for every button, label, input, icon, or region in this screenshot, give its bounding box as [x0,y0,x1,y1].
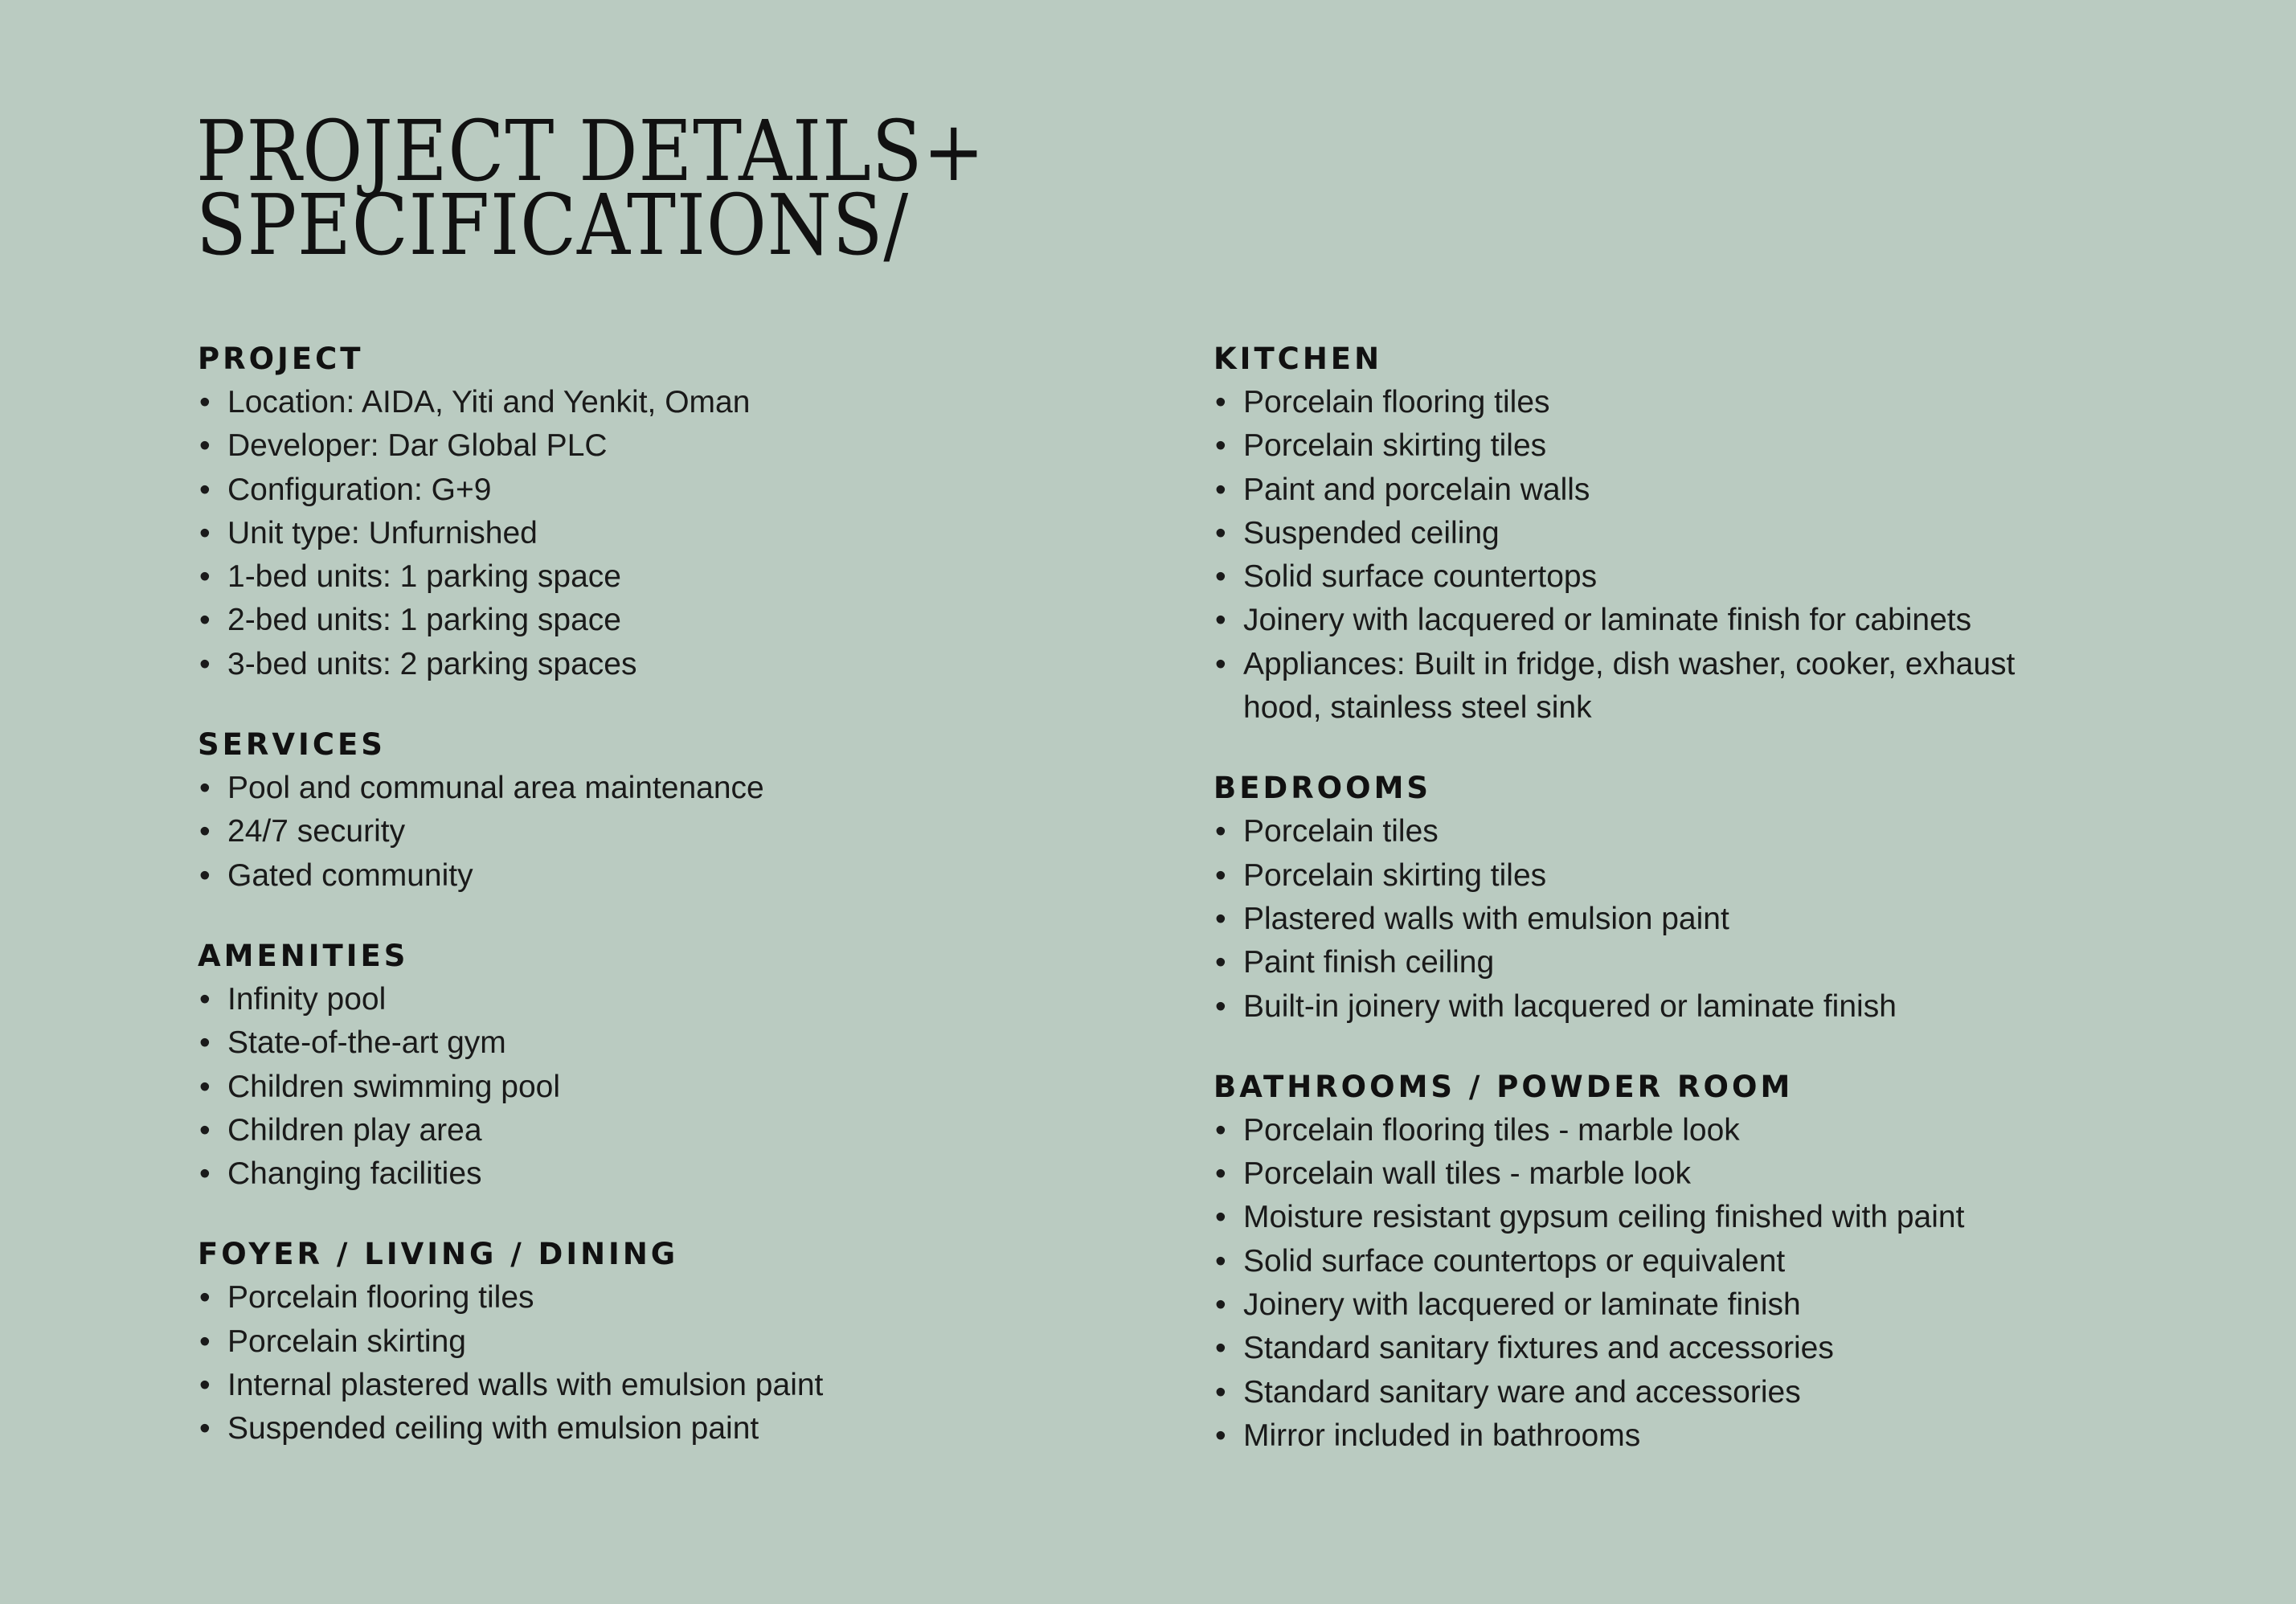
bullet-icon: • [199,1324,211,1359]
section-project [198,338,1122,686]
right-spec-column [1213,338,2138,1495]
bullet-icon: • [199,981,211,1017]
page-title-line-1: PROJECT DETAILS+ [196,102,985,200]
list-item: • Pool and communal area maintenance [198,767,1122,810]
list-item: • 3-bed units: 2 parking spaces [198,643,1122,686]
list-item: • Mirror included in bathrooms [1213,1414,2138,1458]
section-bathrooms-powder-room [1213,1066,2138,1458]
amenities-list [198,978,1122,1196]
section-kitchen [1213,338,2138,730]
bullet-icon: • [1215,1156,1226,1192]
bullet-icon: • [199,1112,211,1148]
list-item: • Porcelain flooring tiles - marble look [1213,1109,2138,1152]
bullet-icon: • [1215,1287,1226,1323]
list-item: • Unit type: Unfurnished [198,512,1122,555]
bullet-icon: • [1215,1331,1226,1366]
list-item: • Porcelain skirting [198,1320,1122,1364]
bullet-icon: • [1215,901,1226,936]
bullet-icon: • [199,814,211,849]
section-bedrooms [1213,767,2138,1028]
list-item: • Built-in joinery with lacquered or laminate finish [1213,985,2138,1029]
bullet-icon: • [1215,1200,1226,1235]
section-heading-project: PROJECT [198,342,364,376]
list-item: • Children play area [198,1109,1122,1152]
bullet-icon: • [1215,1112,1226,1148]
list-item: • Suspended ceiling [1213,512,2138,555]
list-item: • State-of-the-art gym [198,1021,1122,1065]
bullet-icon: • [199,771,211,806]
bullet-icon: • [1215,1243,1226,1279]
bullet-icon: • [199,646,211,681]
list-item: • Children swimming pool [198,1066,1122,1109]
list-item: • Standard sanitary fixtures and accessories [1213,1327,2138,1370]
bullet-icon: • [1215,1418,1226,1453]
bullet-icon: • [199,603,211,638]
list-item: • Porcelain wall tiles - marble look [1213,1152,2138,1196]
list-item: • Changing facilities [198,1152,1122,1196]
bullet-icon: • [199,515,211,550]
list-item: • Porcelain flooring tiles [198,1276,1122,1320]
bullet-icon: • [1215,945,1226,980]
list-item: • Gated community [198,854,1122,898]
foyer-living-dining-list [198,1276,1122,1451]
section-heading-amenities: AMENITIES [198,938,409,973]
list-item: • Paint and porcelain walls [1213,469,2138,512]
bullet-icon: • [199,1411,211,1446]
bathrooms-powder-room-list [1213,1109,2138,1458]
list-item: • Moisture resistant gypsum ceiling finished with paint [1213,1196,2138,1239]
list-item: • Joinery with lacquered or laminate finish for cabinets [1213,599,2138,642]
bullet-icon: • [199,428,211,464]
kitchen-list [1213,381,2138,730]
page-title-line-2: SPECIFICATIONS/ [196,176,910,274]
list-item: • Infinity pool [198,978,1122,1021]
section-heading-foyer-living-dining: FOYER / LIVING / DINING [198,1237,679,1272]
services-list [198,767,1122,898]
bullet-icon: • [1215,428,1226,464]
list-item: • Solid surface countertops [1213,555,2138,599]
bullet-icon: • [1215,472,1226,507]
list-item: • Location: AIDA, Yiti and Yenkit, Oman [198,381,1122,424]
section-heading-services: SERVICES [198,727,386,763]
list-item: • Solid surface countertops or equivalent [1213,1240,2138,1283]
bullet-icon: • [199,1156,211,1192]
list-item: • 24/7 security [198,810,1122,853]
list-item: • Standard sanitary ware and accessories [1213,1371,2138,1414]
list-item: • Porcelain skirting tiles [1213,854,2138,898]
section-heading-bathrooms-powder-room: BATHROOMS / POWDER ROOM [1213,1069,1794,1104]
list-item: • Porcelain skirting tiles [1213,424,2138,468]
bullet-icon: • [199,1025,211,1061]
list-item: • Plastered walls with emulsion paint [1213,898,2138,941]
list-item: • 2-bed units: 1 parking space [198,599,1122,642]
list-item: • Joinery with lacquered or laminate finish [1213,1283,2138,1327]
section-heading-kitchen: KITCHEN [1213,342,1383,376]
list-item: • Paint finish ceiling [1213,941,2138,984]
bullet-icon: • [1215,857,1226,893]
left-spec-column [198,338,1122,1488]
list-item: • Internal plastered walls with emulsion paint [198,1364,1122,1407]
bullet-icon: • [1215,559,1226,595]
list-item: • Porcelain tiles [1213,810,2138,853]
bullet-icon: • [1215,603,1226,638]
bullet-icon: • [1215,646,1226,681]
page-title [196,102,985,274]
list-item: • Appliances: Built in fridge, dish washer, cooker, exhaust hood, stainless steel sink [1213,643,2138,730]
section-foyer-living-dining [198,1233,1122,1451]
list-item: • 1-bed units: 1 parking space [198,555,1122,599]
bullet-icon: • [1215,1374,1226,1410]
bullet-icon: • [1215,988,1226,1024]
bedrooms-list [1213,810,2138,1028]
section-amenities [198,935,1122,1196]
bullet-icon: • [199,1069,211,1104]
list-item: • Developer: Dar Global PLC [198,424,1122,468]
bullet-icon: • [199,559,211,595]
bullet-icon: • [199,857,211,893]
bullet-icon: • [199,1280,211,1316]
section-heading-bedrooms: BEDROOMS [1213,771,1432,806]
bullet-icon: • [1215,385,1226,419]
bullet-icon: • [1215,515,1226,550]
list-item: • Porcelain flooring tiles [1213,381,2138,424]
bullet-icon: • [1215,814,1226,849]
bullet-icon: • [199,1368,211,1403]
project-list [198,381,1122,686]
bullet-icon: • [199,385,211,419]
bullet-icon: • [199,472,211,507]
list-item: • Configuration: G+9 [198,469,1122,512]
section-services [198,723,1122,898]
list-item: • Suspended ceiling with emulsion paint [198,1407,1122,1451]
